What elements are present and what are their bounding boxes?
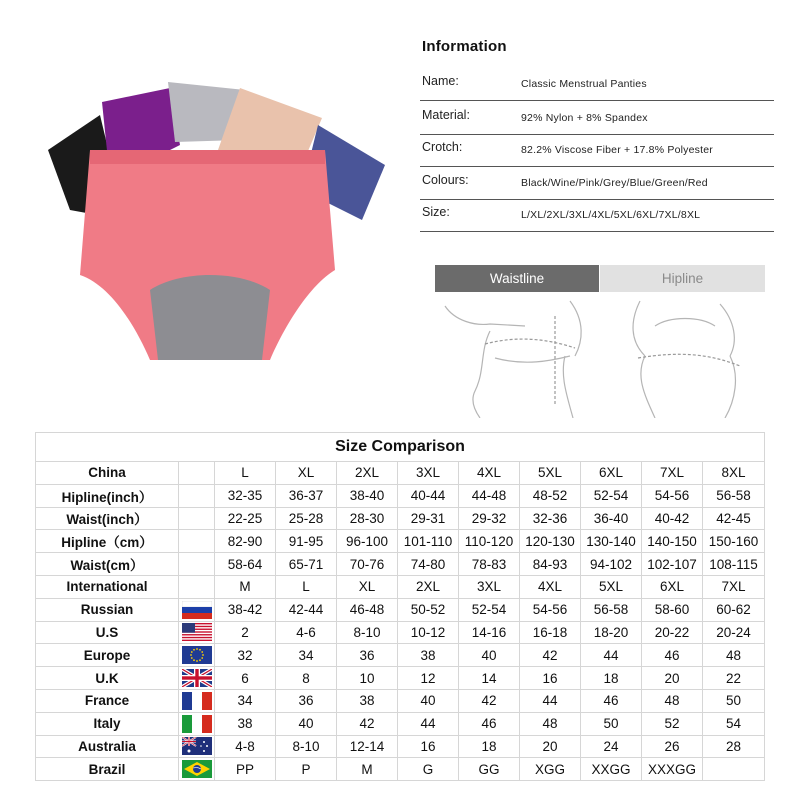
size-cell: 40 bbox=[398, 689, 459, 712]
size-cell: XL bbox=[337, 575, 398, 598]
size-cell: 38 bbox=[398, 644, 459, 667]
size-cell: 48 bbox=[703, 644, 765, 667]
size-cell: M bbox=[337, 758, 398, 781]
flag-cell bbox=[179, 644, 215, 667]
info-row-crotch bbox=[420, 136, 774, 167]
flag-cell bbox=[179, 735, 215, 758]
size-cell: 18 bbox=[581, 667, 642, 690]
size-row bbox=[36, 530, 765, 553]
size-cell: 44 bbox=[520, 689, 581, 712]
size-cell: 8-10 bbox=[276, 735, 337, 758]
flag-cell bbox=[179, 621, 215, 644]
size-cell: 102-107 bbox=[642, 553, 703, 576]
size-row bbox=[36, 484, 765, 507]
size-cell: 54-56 bbox=[642, 484, 703, 507]
flag-cell bbox=[179, 553, 215, 576]
size-cell: 50 bbox=[581, 712, 642, 735]
size-row bbox=[36, 553, 765, 576]
size-cell: 48 bbox=[642, 689, 703, 712]
size-cell: 3XL bbox=[398, 462, 459, 485]
info-value: 92% Nylon + 8% Spandex bbox=[521, 112, 648, 124]
size-cell: 2XL bbox=[398, 575, 459, 598]
size-cell: 4-8 bbox=[215, 735, 276, 758]
size-cell: 32 bbox=[215, 644, 276, 667]
size-cell: 36 bbox=[337, 644, 398, 667]
size-cell: 36-37 bbox=[276, 484, 337, 507]
size-row bbox=[36, 598, 765, 621]
info-value: Classic Menstrual Panties bbox=[521, 78, 647, 90]
size-cell: G bbox=[398, 758, 459, 781]
flag-cell bbox=[179, 462, 215, 485]
hip-measure-illustration bbox=[600, 296, 765, 418]
size-cell: 20-22 bbox=[642, 621, 703, 644]
size-cell: 42 bbox=[459, 689, 520, 712]
size-cell: 16-18 bbox=[520, 621, 581, 644]
size-comparison-table bbox=[35, 432, 764, 781]
size-table-title: Size Comparison bbox=[36, 433, 765, 462]
size-row-label: Hipline(inch） bbox=[36, 484, 179, 507]
flag-cell bbox=[179, 575, 215, 598]
size-cell: 25-28 bbox=[276, 507, 337, 530]
size-cell: 14-16 bbox=[459, 621, 520, 644]
info-row-size bbox=[420, 201, 774, 232]
size-cell: 12-14 bbox=[337, 735, 398, 758]
size-cell: 16 bbox=[520, 667, 581, 690]
size-cell: 40-44 bbox=[398, 484, 459, 507]
flag-cell bbox=[179, 758, 215, 781]
size-cell: 70-76 bbox=[337, 553, 398, 576]
size-cell: 2XL bbox=[337, 462, 398, 485]
size-cell: 29-32 bbox=[459, 507, 520, 530]
size-cell: XXXGG bbox=[642, 758, 703, 781]
size-cell: 65-71 bbox=[276, 553, 337, 576]
russia-flag-icon bbox=[182, 601, 212, 619]
size-cell: 84-93 bbox=[520, 553, 581, 576]
size-cell: 4-6 bbox=[276, 621, 337, 644]
size-cell: 150-160 bbox=[703, 530, 765, 553]
size-cell: 56-58 bbox=[703, 484, 765, 507]
size-cell: 46 bbox=[581, 689, 642, 712]
size-cell: 16 bbox=[398, 735, 459, 758]
size-row-label: Australia bbox=[36, 735, 179, 758]
size-row-label: Waist(inch） bbox=[36, 507, 179, 530]
size-cell: 58-64 bbox=[215, 553, 276, 576]
size-cell: 48 bbox=[520, 712, 581, 735]
australia-flag-icon bbox=[182, 737, 212, 755]
size-cell: 94-102 bbox=[581, 553, 642, 576]
size-row bbox=[36, 644, 765, 667]
info-row-material bbox=[420, 104, 774, 135]
size-cell: 56-58 bbox=[581, 598, 642, 621]
flag-cell bbox=[179, 598, 215, 621]
size-row-label: Russian bbox=[36, 598, 179, 621]
size-cell: 28-30 bbox=[337, 507, 398, 530]
size-cell bbox=[703, 758, 765, 781]
info-label: Material: bbox=[422, 108, 470, 122]
size-cell: P bbox=[276, 758, 337, 781]
size-cell: 78-83 bbox=[459, 553, 520, 576]
size-cell: XL bbox=[276, 462, 337, 485]
size-cell: 50 bbox=[703, 689, 765, 712]
size-cell: 52 bbox=[642, 712, 703, 735]
info-label: Crotch: bbox=[422, 140, 463, 154]
size-cell: 96-100 bbox=[337, 530, 398, 553]
info-label: Size: bbox=[422, 205, 450, 219]
size-cell: 140-150 bbox=[642, 530, 703, 553]
size-cell: 42 bbox=[337, 712, 398, 735]
size-cell: 7XL bbox=[642, 462, 703, 485]
info-row-name bbox=[420, 70, 774, 101]
size-cell: PP bbox=[215, 758, 276, 781]
size-row-label: U.S bbox=[36, 621, 179, 644]
size-cell: M bbox=[215, 575, 276, 598]
size-row-label: U.K bbox=[36, 667, 179, 690]
information-title: Information bbox=[422, 38, 507, 55]
size-cell: 14 bbox=[459, 667, 520, 690]
size-row-label: China bbox=[36, 462, 179, 485]
size-row bbox=[36, 575, 765, 598]
size-cell: 82-90 bbox=[215, 530, 276, 553]
size-cell: 91-95 bbox=[276, 530, 337, 553]
panty-gusset bbox=[150, 275, 270, 360]
size-cell: 50-52 bbox=[398, 598, 459, 621]
size-cell: 38-42 bbox=[215, 598, 276, 621]
size-cell: L bbox=[215, 462, 276, 485]
size-cell: 120-130 bbox=[520, 530, 581, 553]
size-cell: 58-60 bbox=[642, 598, 703, 621]
size-cell: 12 bbox=[398, 667, 459, 690]
size-cell: 52-54 bbox=[459, 598, 520, 621]
flag-cell bbox=[179, 530, 215, 553]
usa-flag-icon bbox=[182, 623, 212, 641]
product-image bbox=[40, 70, 390, 370]
size-cell: 110-120 bbox=[459, 530, 520, 553]
size-cell: 46 bbox=[459, 712, 520, 735]
flag-cell bbox=[179, 712, 215, 735]
size-cell: 5XL bbox=[520, 462, 581, 485]
size-cell: 5XL bbox=[581, 575, 642, 598]
size-cell: 46-48 bbox=[337, 598, 398, 621]
size-cell: 4XL bbox=[520, 575, 581, 598]
size-cell: 24 bbox=[581, 735, 642, 758]
info-value: L/XL/2XL/3XL/4XL/5XL/6XL/7XL/8XL bbox=[521, 209, 701, 221]
size-row bbox=[36, 735, 765, 758]
size-cell: 48-52 bbox=[520, 484, 581, 507]
size-cell: L bbox=[276, 575, 337, 598]
size-row bbox=[36, 507, 765, 530]
size-cell: 34 bbox=[215, 689, 276, 712]
brazil-flag-icon bbox=[182, 760, 212, 778]
size-row-label: France bbox=[36, 689, 179, 712]
size-cell: XGG bbox=[520, 758, 581, 781]
size-cell: 26 bbox=[642, 735, 703, 758]
size-cell: 8XL bbox=[703, 462, 765, 485]
flag-cell bbox=[179, 667, 215, 690]
size-cell: 6XL bbox=[581, 462, 642, 485]
size-cell: 18 bbox=[459, 735, 520, 758]
size-cell: 7XL bbox=[703, 575, 765, 598]
size-cell: XXGG bbox=[581, 758, 642, 781]
size-row bbox=[36, 758, 765, 781]
eu-flag-icon bbox=[182, 646, 212, 664]
size-row bbox=[36, 667, 765, 690]
tab-waistline[interactable]: Waistline bbox=[435, 265, 599, 292]
size-cell: 20-24 bbox=[703, 621, 765, 644]
flag-cell bbox=[179, 484, 215, 507]
size-cell: 32-36 bbox=[520, 507, 581, 530]
flag-cell bbox=[179, 689, 215, 712]
size-cell: 22-25 bbox=[215, 507, 276, 530]
size-cell: 101-110 bbox=[398, 530, 459, 553]
size-row-label: Brazil bbox=[36, 758, 179, 781]
size-cell: 38 bbox=[215, 712, 276, 735]
size-cell: 18-20 bbox=[581, 621, 642, 644]
size-cell: 74-80 bbox=[398, 553, 459, 576]
size-row-label: Italy bbox=[36, 712, 179, 735]
size-cell: 40 bbox=[459, 644, 520, 667]
size-row-label: Hipline（cm） bbox=[36, 530, 179, 553]
size-cell: 46 bbox=[642, 644, 703, 667]
size-cell: 42-44 bbox=[276, 598, 337, 621]
size-cell: 32-35 bbox=[215, 484, 276, 507]
tab-hipline[interactable]: Hipline bbox=[600, 265, 765, 292]
size-cell: 40-42 bbox=[642, 507, 703, 530]
size-cell: 10 bbox=[337, 667, 398, 690]
waist-measure-illustration bbox=[435, 296, 600, 418]
size-cell: 6 bbox=[215, 667, 276, 690]
size-row bbox=[36, 712, 765, 735]
size-cell: 36 bbox=[276, 689, 337, 712]
size-cell: 8-10 bbox=[337, 621, 398, 644]
size-cell: 38 bbox=[337, 689, 398, 712]
size-row-label: Europe bbox=[36, 644, 179, 667]
size-cell: 29-31 bbox=[398, 507, 459, 530]
size-cell: 44 bbox=[581, 644, 642, 667]
info-label: Colours: bbox=[422, 173, 469, 187]
size-cell: 54-56 bbox=[520, 598, 581, 621]
size-row-label: Waist(cm） bbox=[36, 553, 179, 576]
size-cell: 10-12 bbox=[398, 621, 459, 644]
info-value: 82.2% Viscose Fiber + 17.8% Polyester bbox=[521, 144, 713, 156]
size-cell: GG bbox=[459, 758, 520, 781]
size-cell: 42 bbox=[520, 644, 581, 667]
info-value: Black/Wine/Pink/Grey/Blue/Green/Red bbox=[521, 177, 708, 189]
size-cell: 8 bbox=[276, 667, 337, 690]
size-cell: 3XL bbox=[459, 575, 520, 598]
size-row bbox=[36, 621, 765, 644]
size-cell: 52-54 bbox=[581, 484, 642, 507]
size-cell: 36-40 bbox=[581, 507, 642, 530]
info-label: Name: bbox=[422, 74, 459, 88]
info-row-colours bbox=[420, 169, 774, 200]
size-cell: 22 bbox=[703, 667, 765, 690]
size-cell: 38-40 bbox=[337, 484, 398, 507]
size-row-label: International bbox=[36, 575, 179, 598]
size-cell: 4XL bbox=[459, 462, 520, 485]
size-row bbox=[36, 689, 765, 712]
size-cell: 2 bbox=[215, 621, 276, 644]
size-cell: 34 bbox=[276, 644, 337, 667]
france-flag-icon bbox=[182, 692, 212, 710]
size-cell: 108-115 bbox=[703, 553, 765, 576]
size-cell: 6XL bbox=[642, 575, 703, 598]
size-cell: 130-140 bbox=[581, 530, 642, 553]
uk-flag-icon bbox=[182, 669, 212, 687]
size-row bbox=[36, 462, 765, 485]
size-cell: 20 bbox=[520, 735, 581, 758]
size-cell: 44 bbox=[398, 712, 459, 735]
flag-cell bbox=[179, 507, 215, 530]
size-cell: 42-45 bbox=[703, 507, 765, 530]
size-cell: 60-62 bbox=[703, 598, 765, 621]
panty-waistband bbox=[90, 150, 325, 164]
italy-flag-icon bbox=[182, 715, 212, 733]
size-cell: 54 bbox=[703, 712, 765, 735]
size-cell: 28 bbox=[703, 735, 765, 758]
size-cell: 40 bbox=[276, 712, 337, 735]
size-cell: 44-48 bbox=[459, 484, 520, 507]
size-cell: 20 bbox=[642, 667, 703, 690]
